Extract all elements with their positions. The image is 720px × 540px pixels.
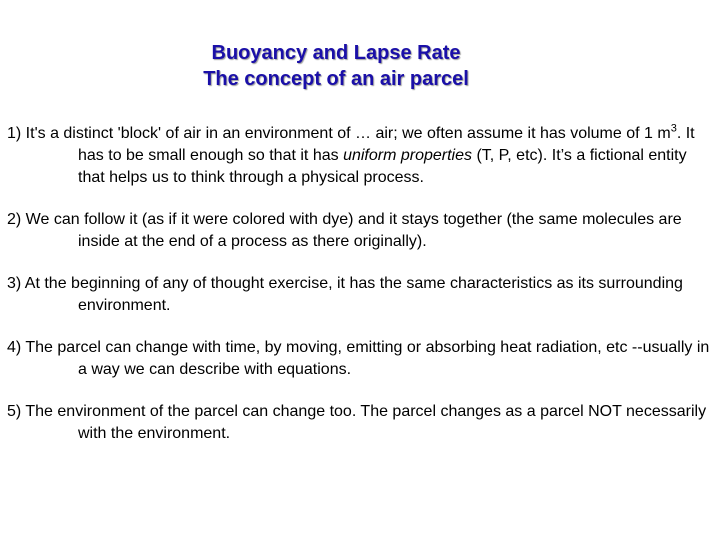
title-line-2: The concept of an air parcel — [203, 68, 469, 90]
point-1-text-start: 1) It's a distinct 'block' of air in an environment of … air; we often assume it has volume of 1 m — [7, 125, 671, 142]
point-3: 3) At the beginning of any of thought exercise, it has the same characteristics as its surrounding environment. — [7, 275, 683, 314]
title-line-1: Buoyancy and Lapse Rate — [211, 42, 461, 64]
point-2: 2) We can follow it (as if it were colored with dye) and it stays together (the same molecules are inside at the end of a process as there originally). — [7, 211, 682, 250]
point-1 — [7, 123, 717, 189]
point-5: 5) The environment of the parcel can change too. The parcel changes as a parcel NOT necessarily with the environment. — [7, 403, 707, 442]
point-1-superscript: 3 — [670, 122, 677, 135]
point-1-text-end: (T, P, etc). It’s a fictional entity that helps us to think through a physical process. — [78, 147, 687, 186]
bullet-list — [7, 123, 717, 445]
point-1-emphasis: uniform properties — [343, 147, 473, 164]
point-4: 4) The parcel can change with time, by moving, emitting or absorbing heat radiation, etc --usually in a way we can describe with equations. — [7, 339, 710, 378]
point-1-text-mid: . It has to be small enough so that it has — [78, 125, 695, 164]
slide-title — [0, 40, 672, 92]
